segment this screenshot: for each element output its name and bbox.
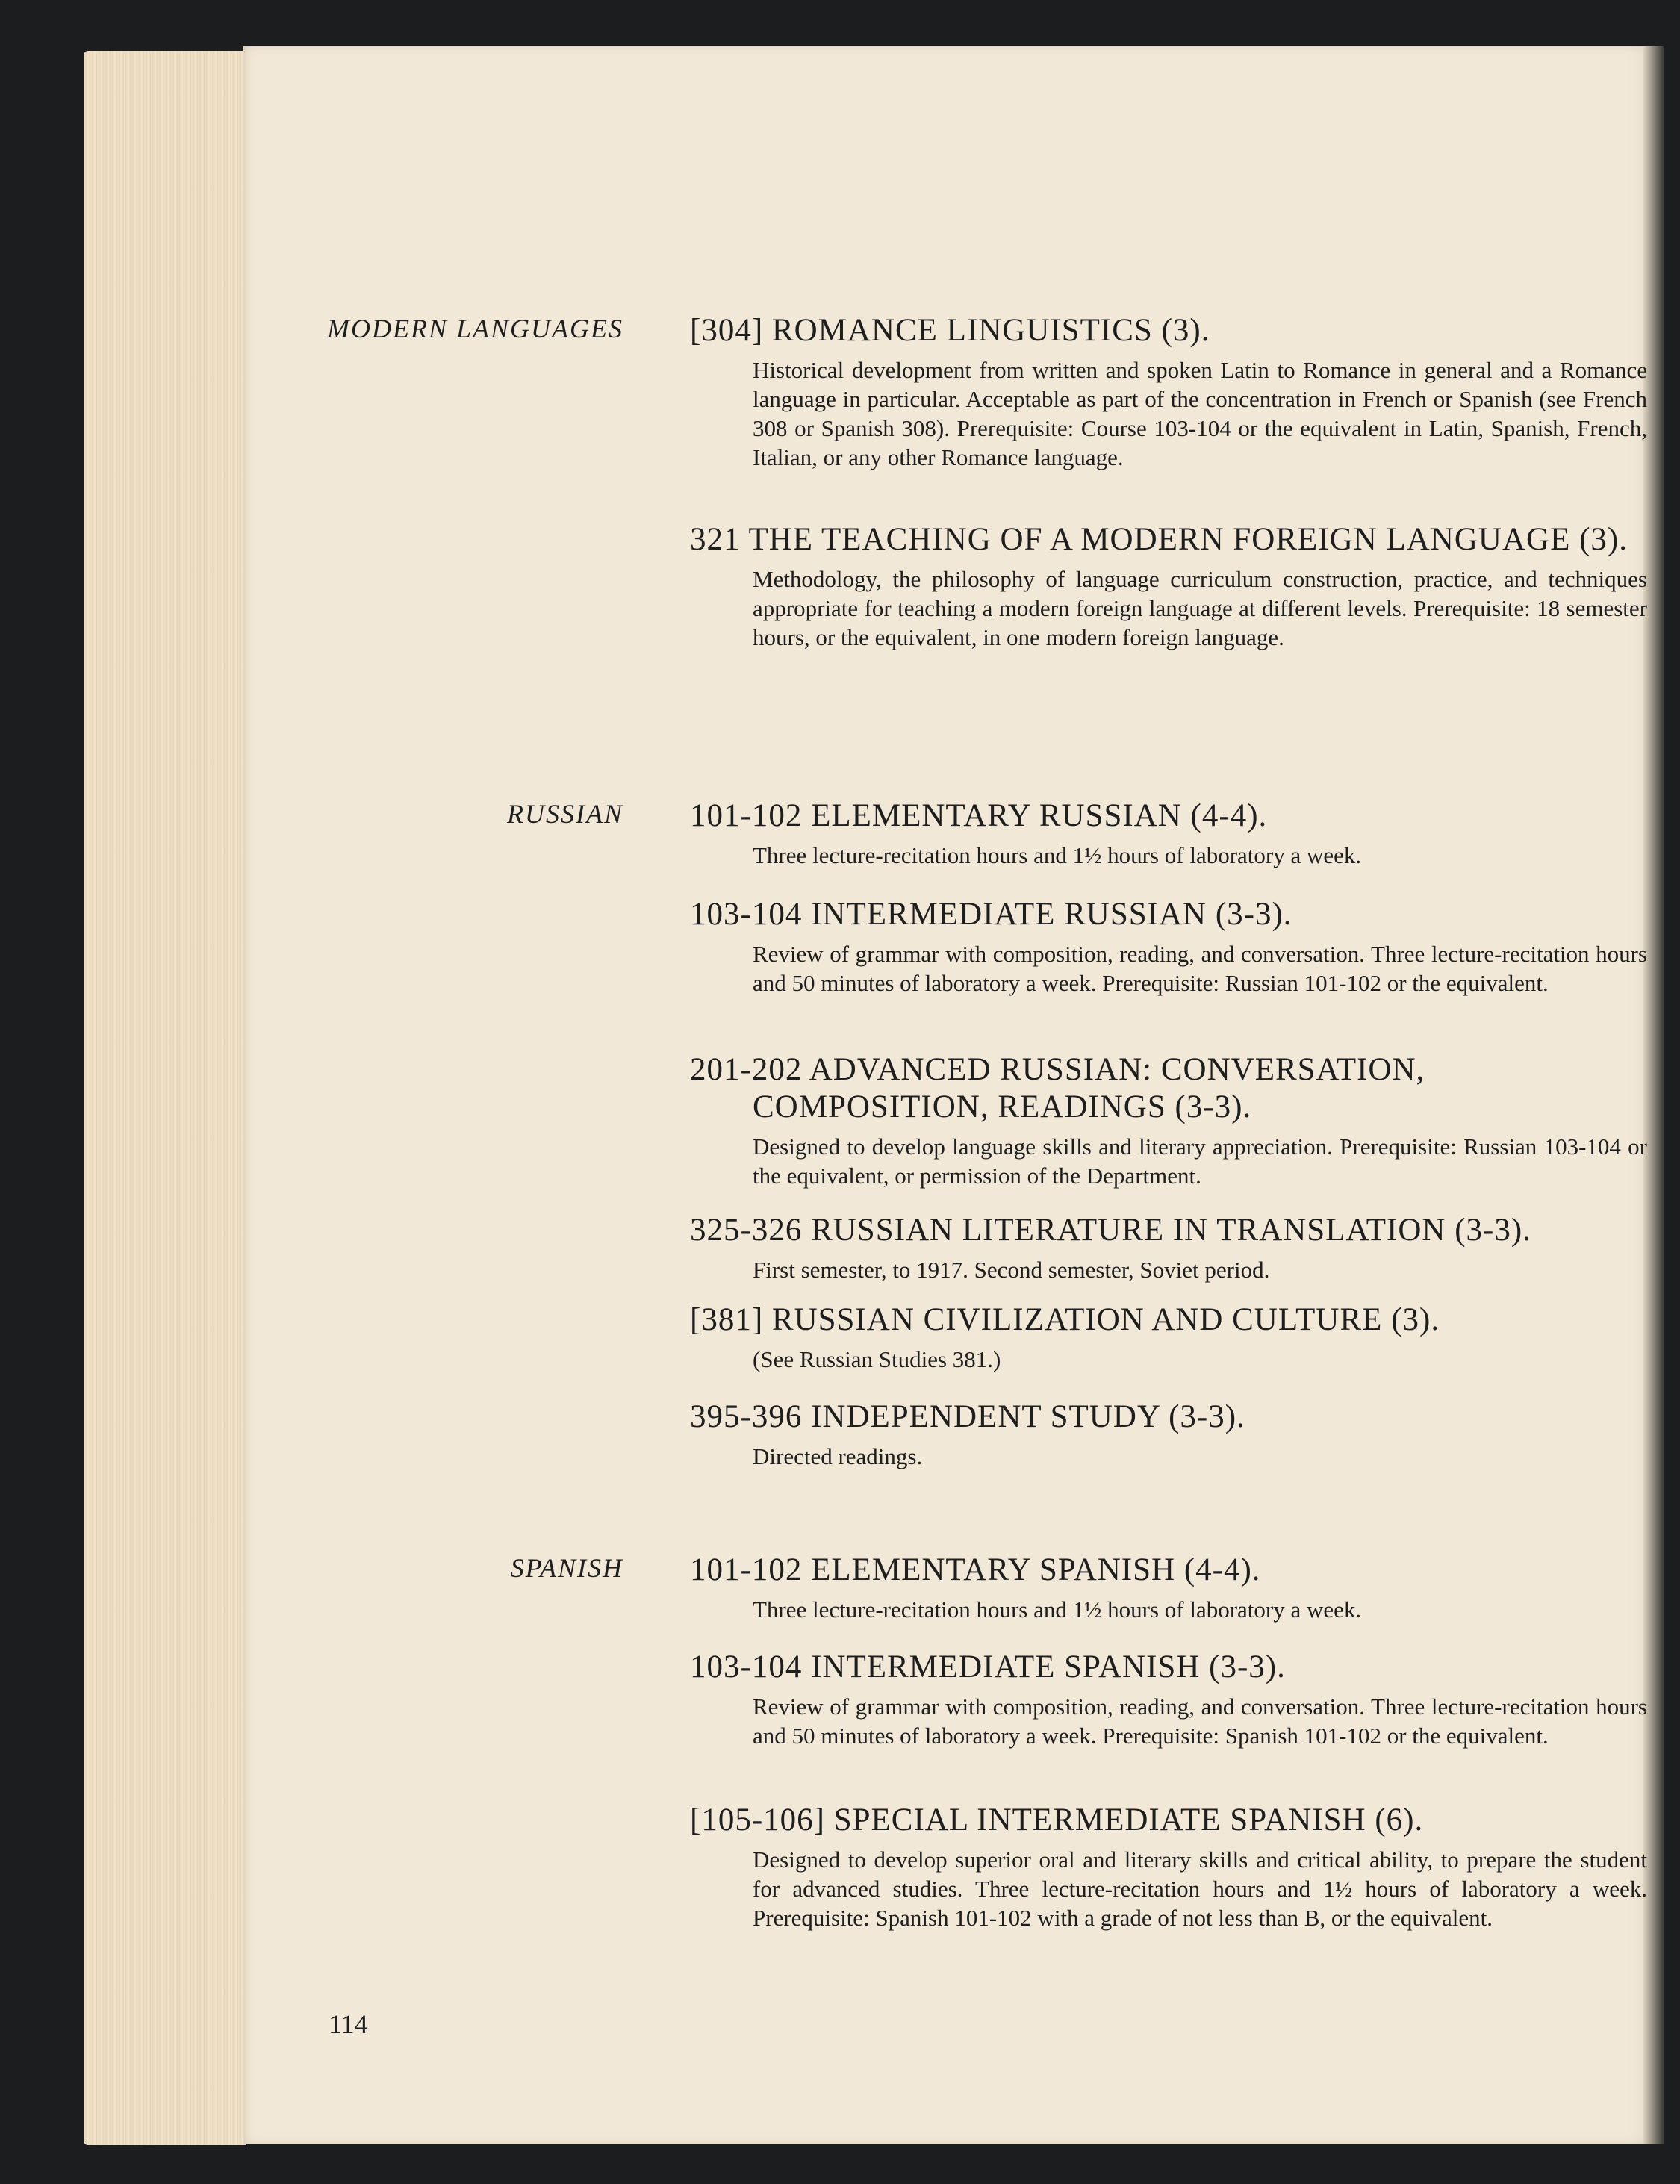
course-independent-study <box>690 1399 1647 1471</box>
section-label-spanish: SPANISH <box>510 1553 623 1583</box>
course-russian-literature-in-translation <box>690 1212 1647 1284</box>
course-description: Methodology, the philosophy of language curriculum construction, practice, and techniques appropriate for teaching a modern foreign language at different levels. Prerequisite: 18 semester hours, or the equivalent, in one modern foreign language. <box>753 566 1647 650</box>
course-title: 103-104 INTERMEDIATE RUSSIAN (3-3). <box>690 897 1292 932</box>
section-label-modern-languages: MODERN LANGUAGES <box>327 314 623 343</box>
course-description: Directed readings. <box>753 1443 923 1469</box>
course-description: Three lecture-recitation hours and 1½ hours of laboratory a week. <box>753 1596 1362 1623</box>
book-page-edges <box>84 51 246 2145</box>
course-romance-linguistics <box>690 312 1647 472</box>
course-elementary-russian <box>690 797 1647 870</box>
course-description: (See Russian Studies 381.) <box>753 1346 1001 1372</box>
course-title: 321 THE TEACHING OF A MODERN FOREIGN LANGUAGE (3). <box>690 522 1628 557</box>
course-title: 103-104 INTERMEDIATE SPANISH (3-3). <box>690 1649 1286 1684</box>
course-title: [304] ROMANCE LINGUISTICS (3). <box>690 313 1210 348</box>
section-label-russian: RUSSIAN <box>507 799 623 829</box>
course-description: Review of grammar with composition, reading, and conversation. Three lecture-recitation hours and 50 minutes of laboratory a week. Prerequisite: Spanish 101-102 or the equivalent. <box>753 1693 1647 1749</box>
course-special-intermediate-spanish <box>690 1802 1647 1932</box>
course-title: 325-326 RUSSIAN LITERATURE IN TRANSLATION (3-3). <box>690 1213 1531 1248</box>
course-title: [105-106] SPECIAL INTERMEDIATE SPANISH (6). <box>690 1802 1424 1838</box>
course-description: Three lecture-recitation hours and 1½ hours of laboratory a week. <box>753 842 1362 868</box>
course-description: Designed to develop language skills and literary appreciation. Prerequisite: Russian 103-104 or the equivalent, or permission of the Department. <box>753 1133 1647 1189</box>
course-teaching-modern-foreign-language <box>690 521 1647 652</box>
course-intermediate-russian <box>690 896 1647 998</box>
page-number: 114 <box>329 2009 368 2039</box>
course-intermediate-spanish <box>690 1649 1647 1750</box>
course-title: 201-202 ADVANCED RUSSIAN: CONVERSATION, COMPOSITION, READINGS (3-3). <box>690 1052 1425 1124</box>
course-elementary-spanish <box>690 1552 1647 1624</box>
course-description: First semester, to 1917. Second semester, Soviet period. <box>753 1257 1270 1283</box>
course-title: [381] RUSSIAN CIVILIZATION AND CULTURE (3). <box>690 1302 1440 1337</box>
course-description: Historical development from written and spoken Latin to Romance in general and a Romance language in particular. Acceptable as part of the concentration in French or Spanish (see French 308 or Spanish 308). Prerequisite: Course 103-104 or the equivalent in Latin, Spanish, French, Italian, or any other Romance language. <box>753 357 1647 470</box>
course-title: 101-102 ELEMENTARY RUSSIAN (4-4). <box>690 798 1268 833</box>
course-russian-civilization-and-culture <box>690 1301 1647 1374</box>
course-advanced-russian <box>690 1051 1647 1190</box>
course-description: Review of grammar with composition, reading, and conversation. Three lecture-recitation hours and 50 minutes of laboratory a week. Prerequisite: Russian 101-102 or the equivalent. <box>753 941 1647 996</box>
course-title: 101-102 ELEMENTARY SPANISH (4-4). <box>690 1552 1261 1587</box>
course-title: 395-396 INDEPENDENT STUDY (3-3). <box>690 1399 1245 1434</box>
course-description: Designed to develop superior oral and literary skills and critical ability, to prepare the student for advanced studies. Three lecture-recitation hours and 1½ hours of laboratory a week. Prerequisite: Spanish 101-102 with a grade of not less than B, or the equivalent. <box>753 1847 1647 1931</box>
